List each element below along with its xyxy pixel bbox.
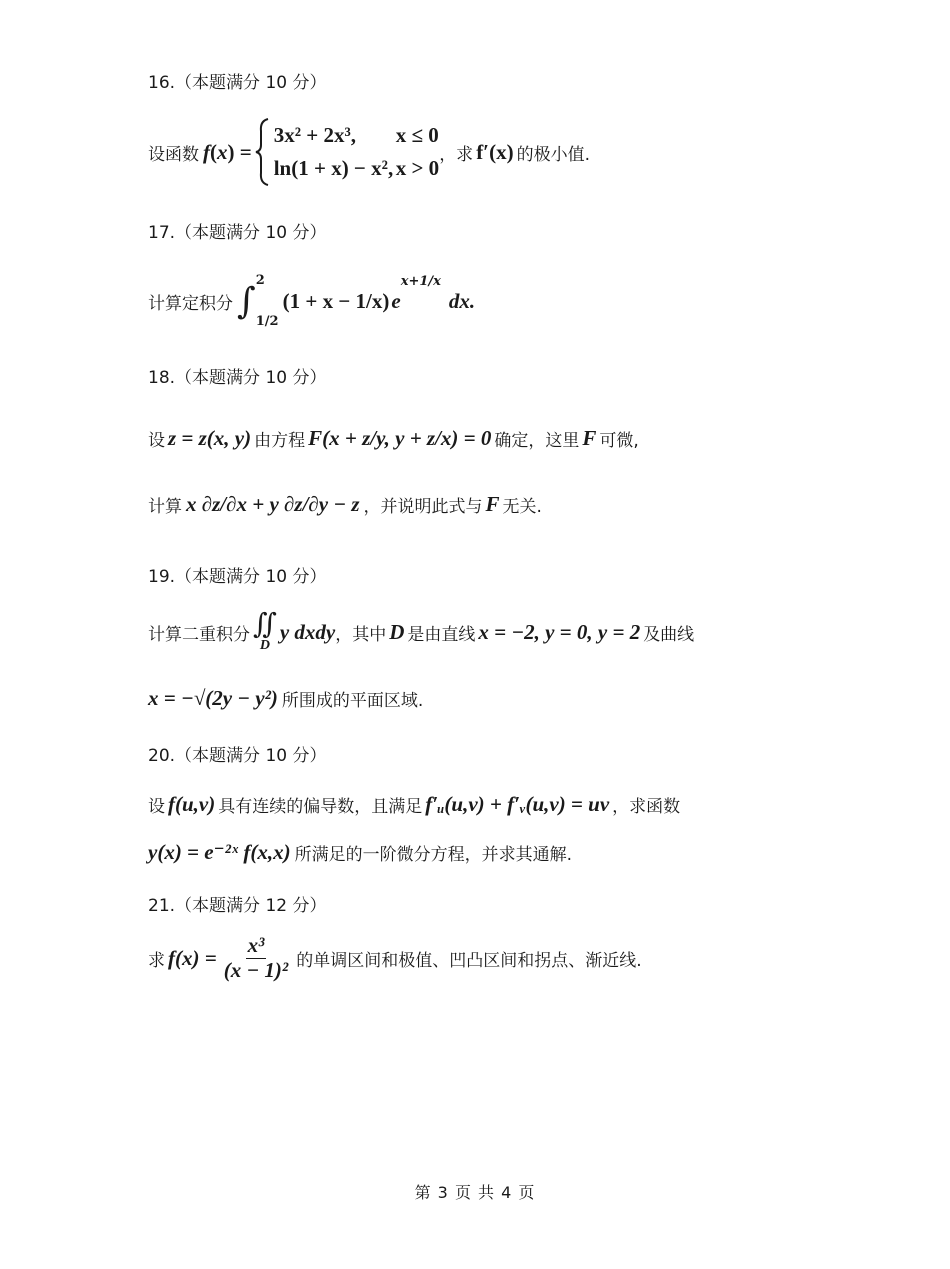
- p21-eq: f(x) =: [168, 945, 217, 970]
- p18-F2: F: [582, 425, 597, 450]
- problem-21-header: 21.（本题满分 12 分）: [148, 896, 327, 916]
- p18-F-eq: F(x + z/y, y + z/x) = 0: [308, 425, 492, 450]
- problem-16-body: 设函数 f ( x ) = 3x² + 2x³, x ≤ 0 ln(1 + x) − x², x > 0 ，求 f′(x) 的极小值.: [148, 116, 590, 188]
- p21-num: x³: [247, 933, 265, 958]
- p19-integrand: y dxdy: [279, 619, 336, 644]
- p16-tail: ，求: [439, 144, 474, 165]
- p18-mid: 由方程: [254, 430, 306, 451]
- problem-19-line2: [148, 678, 423, 718]
- p18-lead: 设: [148, 430, 165, 451]
- problem-20-line2: [148, 834, 572, 870]
- p18-tail: 确定，这里: [494, 430, 580, 451]
- problem-18-header: 18.（本题满分 10 分）: [148, 368, 327, 388]
- p17-lower: 1/2: [255, 314, 279, 329]
- p20-tail: ，求函数: [612, 796, 681, 817]
- p19-l2-tail: 所围成的平面区域.: [281, 690, 424, 711]
- problem-18-line2: [148, 480, 542, 528]
- p18-l2-F: F: [485, 491, 500, 516]
- problem-21-body: [148, 928, 642, 988]
- p17-upper: 2: [255, 273, 265, 288]
- p18-l2-lead: 计算: [148, 496, 182, 517]
- problem-19-header: 19.（本题满分 10 分）: [148, 567, 327, 587]
- p18-l2-expr: x ∂z/∂x + y ∂z/∂y − z: [186, 491, 360, 516]
- problem-17-header: 17.（本题满分 10 分）: [148, 223, 327, 243]
- p16-target: f′(x): [476, 139, 514, 164]
- p20-eq: f′ᵤ(u,v) + f′ᵥ(u,v) = uv: [425, 791, 610, 816]
- p19-expr: x = −√(2y − y²): [148, 685, 278, 710]
- p20-f: f(u,v): [168, 791, 216, 816]
- p17-dx: dx.: [448, 288, 476, 313]
- brace-icon: [254, 117, 272, 187]
- p20-l2-eq: y(x) = e⁻²ˣ f(x,x): [148, 840, 291, 864]
- p19-lead: 计算二重积分: [148, 624, 250, 645]
- problem-20-header: 20.（本题满分 10 分）: [148, 746, 327, 766]
- p16-piece2: ln(1 + x) − x²,: [273, 156, 394, 180]
- p19-tail2: 及曲线: [643, 624, 695, 645]
- p18-tail2: 可微,: [599, 430, 639, 451]
- p19-lines: x = −2, y = 0, y = 2: [478, 619, 641, 644]
- p21-den: (x − 1)²: [223, 957, 289, 982]
- p16-piece1: 3x² + 2x³,: [273, 123, 357, 147]
- p20-l2-tail: 所满足的一阶微分方程，并求其通解.: [294, 844, 572, 865]
- p21-fraction: [222, 934, 291, 981]
- problem-18-line1: [148, 414, 639, 462]
- p16-lead: 设函数: [148, 144, 199, 165]
- p16-cond1: x ≤ 0: [395, 123, 439, 147]
- page-footer: 第 3 页 共 4 页: [414, 1183, 536, 1202]
- p17-body: (1 + x − 1/x): [282, 288, 390, 313]
- p19-D: D: [389, 619, 405, 644]
- problem-17-body: 计算定积分 ∫ 2 1/2 (1 + x − 1/x) e $^{x+1/x}$ dx.: [148, 273, 476, 329]
- p16-cond2: x > 0: [395, 156, 440, 180]
- p16-tail2: 的极小值.: [516, 144, 590, 165]
- p19-tail: 是由直线: [407, 624, 476, 645]
- problem-20-line1: [148, 786, 680, 822]
- p21-tail: 的单调区间和极值、凹凸区间和拐点、渐近线.: [296, 950, 642, 971]
- problem-19-line1: 计算二重积分 ∬ D y dxdy ，其中 D 是由直线 x = −2, y = 0, y = 2 及曲线: [148, 607, 695, 653]
- p21-lead: 求: [148, 950, 165, 971]
- p20-lead: 设: [148, 796, 165, 817]
- p19-domain: D: [259, 638, 270, 653]
- p17-lead: 计算定积分: [148, 293, 233, 314]
- p19-mid: ，其中: [335, 624, 387, 645]
- p20-mid: 具有连续的偏导数，且满足: [218, 796, 423, 817]
- p18-l2-tail2: 无关.: [502, 496, 542, 517]
- p17-exp: x+1/x: [400, 274, 441, 289]
- p18-eq: z = z(x, y): [168, 425, 252, 450]
- problem-16-header: 16.（本题满分 10 分）: [148, 73, 327, 93]
- p18-l2-tail: ，并说明此式与: [363, 496, 483, 517]
